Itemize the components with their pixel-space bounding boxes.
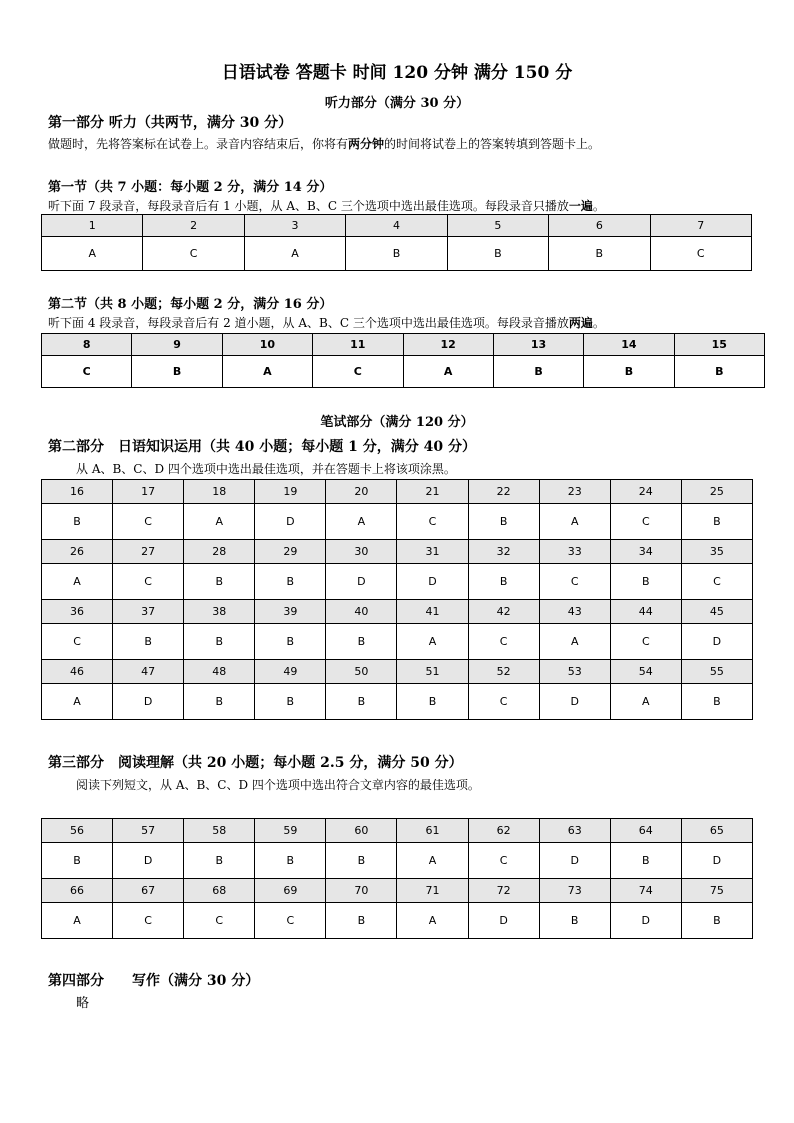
- answer-cell: B: [681, 903, 752, 939]
- answer-cell: A: [42, 684, 113, 720]
- question-number-cell: 14: [584, 334, 674, 356]
- question-number-cell: 21: [397, 480, 468, 504]
- answer-cell: B: [681, 684, 752, 720]
- answer-cell: C: [397, 504, 468, 540]
- answer-cell: C: [113, 903, 184, 939]
- question-number-cell: 55: [681, 660, 752, 684]
- answer-cell: C: [255, 903, 326, 939]
- answer-row: [42, 237, 752, 271]
- question-number-row: [42, 480, 753, 504]
- question-number-cell: 16: [42, 480, 113, 504]
- answer-cell: B: [326, 903, 397, 939]
- section2-instruction: 听下面 4 段录音，每段录音后有 2 道小题，从 A、B、C 三个选项中选出最佳选项。每段录音播放两遍。: [48, 316, 605, 330]
- question-number-cell: 18: [184, 480, 255, 504]
- answer-cell: D: [397, 564, 468, 600]
- answer-cell: C: [42, 356, 132, 388]
- question-number-cell: 58: [184, 819, 255, 843]
- question-number-cell: 28: [184, 540, 255, 564]
- answer-cell: B: [681, 504, 752, 540]
- answer-row: [42, 504, 753, 540]
- answer-cell: A: [397, 903, 468, 939]
- question-number-cell: 22: [468, 480, 539, 504]
- answer-cell: B: [255, 843, 326, 879]
- answer-cell: A: [222, 356, 312, 388]
- question-number-cell: 25: [681, 480, 752, 504]
- answer-cell: A: [42, 564, 113, 600]
- section1-title: 第一节（共 7 小题：每小题 2 分，满分 14 分）: [48, 180, 333, 195]
- section2-answer-table: [41, 333, 765, 388]
- question-number-row: [42, 819, 753, 843]
- answer-cell: B: [584, 356, 674, 388]
- answer-cell: B: [184, 843, 255, 879]
- answer-cell: A: [397, 843, 468, 879]
- question-number-cell: 35: [681, 540, 752, 564]
- answer-cell: D: [468, 903, 539, 939]
- answer-cell: B: [539, 903, 610, 939]
- question-number-row: [42, 660, 753, 684]
- question-number-cell: 31: [397, 540, 468, 564]
- answer-cell: C: [539, 564, 610, 600]
- part2-answer-table: [41, 479, 753, 720]
- answer-cell: A: [184, 504, 255, 540]
- page-title: 日语试卷 答题卡 时间 120 分钟 满分 150 分: [221, 63, 573, 83]
- part3-title: 第三部分 阅读理解（共 20 小题；每小题 2.5 分，满分 50 分）: [48, 755, 463, 771]
- answer-cell: C: [113, 504, 184, 540]
- answer-cell: B: [493, 356, 583, 388]
- question-number-cell: 34: [610, 540, 681, 564]
- answer-cell: B: [42, 843, 113, 879]
- answer-cell: B: [468, 504, 539, 540]
- question-number-cell: 70: [326, 879, 397, 903]
- listening-heading: 听力部分（满分 30 分）: [324, 96, 470, 111]
- part2-title: 第二部分 日语知识运用（共 40 小题；每小题 1 分，满分 40 分）: [48, 439, 476, 455]
- answer-cell: B: [255, 624, 326, 660]
- answer-cell: B: [468, 564, 539, 600]
- answer-cell: C: [610, 504, 681, 540]
- question-number-cell: 41: [397, 600, 468, 624]
- question-number-row: [42, 540, 753, 564]
- question-number-cell: 47: [113, 660, 184, 684]
- question-number-cell: 23: [539, 480, 610, 504]
- question-number-cell: 39: [255, 600, 326, 624]
- question-number-cell: 44: [610, 600, 681, 624]
- question-number-cell: 29: [255, 540, 326, 564]
- answer-cell: A: [42, 903, 113, 939]
- question-number-cell: 6: [549, 215, 650, 237]
- question-number-cell: 57: [113, 819, 184, 843]
- question-number-cell: 68: [184, 879, 255, 903]
- question-number-cell: 50: [326, 660, 397, 684]
- answer-cell: A: [244, 237, 345, 271]
- question-number-cell: 60: [326, 819, 397, 843]
- answer-cell: C: [143, 237, 244, 271]
- section2-title: 第二节（共 8 小题；每小题 2 分，满分 16 分）: [48, 297, 333, 312]
- answer-cell: C: [468, 624, 539, 660]
- question-number-cell: 15: [674, 334, 764, 356]
- part4-content: 略: [76, 996, 90, 1011]
- question-number-cell: 74: [610, 879, 681, 903]
- question-number-cell: 63: [539, 819, 610, 843]
- answer-cell: B: [132, 356, 222, 388]
- answer-cell: B: [674, 356, 764, 388]
- answer-cell: A: [326, 504, 397, 540]
- question-number-cell: 40: [326, 600, 397, 624]
- question-number-cell: 52: [468, 660, 539, 684]
- question-number-cell: 62: [468, 819, 539, 843]
- question-number-cell: 10: [222, 334, 312, 356]
- answer-row: [42, 624, 753, 660]
- answer-cell: C: [610, 624, 681, 660]
- answer-cell: B: [42, 504, 113, 540]
- answer-row: [42, 356, 765, 388]
- question-number-cell: 8: [42, 334, 132, 356]
- question-number-cell: 7: [650, 215, 751, 237]
- question-number-cell: 20: [326, 480, 397, 504]
- question-number-cell: 11: [313, 334, 403, 356]
- question-number-cell: 66: [42, 879, 113, 903]
- question-number-cell: 5: [447, 215, 548, 237]
- question-number-cell: 59: [255, 819, 326, 843]
- part1-title: 第一部分 听力（共两节，满分 30 分）: [48, 115, 293, 131]
- question-number-cell: 45: [681, 600, 752, 624]
- answer-cell: B: [184, 684, 255, 720]
- question-number-cell: 61: [397, 819, 468, 843]
- answer-cell: B: [184, 624, 255, 660]
- written-heading: 笔试部分（满分 120 分）: [320, 415, 474, 430]
- question-number-cell: 49: [255, 660, 326, 684]
- question-number-row: [42, 879, 753, 903]
- question-number-cell: 38: [184, 600, 255, 624]
- answer-cell: C: [468, 684, 539, 720]
- part1-instruction: 做题时，先将答案标在试卷上。录音内容结束后，你将有两分钟的时间将试卷上的答案转填到答题卡上。: [48, 137, 601, 151]
- answer-row: [42, 564, 753, 600]
- question-number-cell: 32: [468, 540, 539, 564]
- answer-cell: A: [397, 624, 468, 660]
- question-number-cell: 12: [403, 334, 493, 356]
- answer-cell: B: [255, 564, 326, 600]
- question-number-cell: 71: [397, 879, 468, 903]
- answer-cell: B: [397, 684, 468, 720]
- answer-cell: C: [42, 624, 113, 660]
- part4-title: 第四部分 写作（满分 30 分）: [48, 973, 260, 989]
- part3-instruction: 阅读下列短文，从 A、B、C、D 四个选项中选出符合文章内容的最佳选项。: [76, 778, 480, 792]
- answer-row: [42, 903, 753, 939]
- answer-cell: D: [539, 843, 610, 879]
- question-number-cell: 30: [326, 540, 397, 564]
- answer-cell: B: [346, 237, 447, 271]
- answer-cell: B: [326, 624, 397, 660]
- question-number-row: [42, 215, 752, 237]
- answer-cell: C: [313, 356, 403, 388]
- question-number-cell: 43: [539, 600, 610, 624]
- answer-cell: D: [113, 843, 184, 879]
- question-number-cell: 69: [255, 879, 326, 903]
- answer-cell: D: [326, 564, 397, 600]
- answer-cell: B: [326, 684, 397, 720]
- question-number-cell: 73: [539, 879, 610, 903]
- question-number-cell: 42: [468, 600, 539, 624]
- question-number-cell: 72: [468, 879, 539, 903]
- question-number-cell: 75: [681, 879, 752, 903]
- question-number-cell: 56: [42, 819, 113, 843]
- answer-cell: D: [681, 624, 752, 660]
- question-number-cell: 33: [539, 540, 610, 564]
- question-number-cell: 37: [113, 600, 184, 624]
- question-number-cell: 48: [184, 660, 255, 684]
- answer-cell: A: [539, 504, 610, 540]
- answer-cell: B: [447, 237, 548, 271]
- question-number-cell: 17: [113, 480, 184, 504]
- question-number-cell: 53: [539, 660, 610, 684]
- question-number-cell: 4: [346, 215, 447, 237]
- question-number-cell: 13: [493, 334, 583, 356]
- question-number-cell: 2: [143, 215, 244, 237]
- answer-cell: A: [539, 624, 610, 660]
- question-number-row: [42, 600, 753, 624]
- answer-cell: B: [184, 564, 255, 600]
- question-number-cell: 51: [397, 660, 468, 684]
- answer-cell: C: [468, 843, 539, 879]
- answer-cell: C: [113, 564, 184, 600]
- answer-cell: D: [610, 903, 681, 939]
- answer-cell: C: [184, 903, 255, 939]
- question-number-cell: 54: [610, 660, 681, 684]
- answer-cell: B: [549, 237, 650, 271]
- answer-row: [42, 843, 753, 879]
- question-number-cell: 26: [42, 540, 113, 564]
- answer-cell: D: [255, 504, 326, 540]
- question-number-cell: 19: [255, 480, 326, 504]
- answer-cell: B: [255, 684, 326, 720]
- answer-cell: C: [681, 564, 752, 600]
- section1-instruction: 听下面 7 段录音，每段录音后有 1 小题，从 A、B、C 三个选项中选出最佳选项。每段录音只播放一遍。: [48, 199, 605, 213]
- answer-cell: A: [403, 356, 493, 388]
- answer-cell: B: [610, 843, 681, 879]
- answer-cell: C: [650, 237, 751, 271]
- question-number-cell: 67: [113, 879, 184, 903]
- answer-cell: D: [539, 684, 610, 720]
- question-number-row: [42, 334, 765, 356]
- answer-cell: B: [113, 624, 184, 660]
- answer-cell: A: [42, 237, 143, 271]
- question-number-cell: 46: [42, 660, 113, 684]
- answer-cell: B: [610, 564, 681, 600]
- answer-row: [42, 684, 753, 720]
- answer-cell: A: [610, 684, 681, 720]
- answer-cell: D: [681, 843, 752, 879]
- question-number-cell: 27: [113, 540, 184, 564]
- answer-cell: D: [113, 684, 184, 720]
- part3-answer-table: [41, 818, 753, 939]
- part2-instruction: 从 A、B、C、D 四个选项中选出最佳选项，并在答题卡上将该项涂黑。: [76, 462, 456, 476]
- answer-cell: B: [326, 843, 397, 879]
- question-number-cell: 24: [610, 480, 681, 504]
- question-number-cell: 3: [244, 215, 345, 237]
- question-number-cell: 36: [42, 600, 113, 624]
- question-number-cell: 65: [681, 819, 752, 843]
- question-number-cell: 9: [132, 334, 222, 356]
- question-number-cell: 1: [42, 215, 143, 237]
- question-number-cell: 64: [610, 819, 681, 843]
- section1-answer-table: [41, 214, 752, 271]
